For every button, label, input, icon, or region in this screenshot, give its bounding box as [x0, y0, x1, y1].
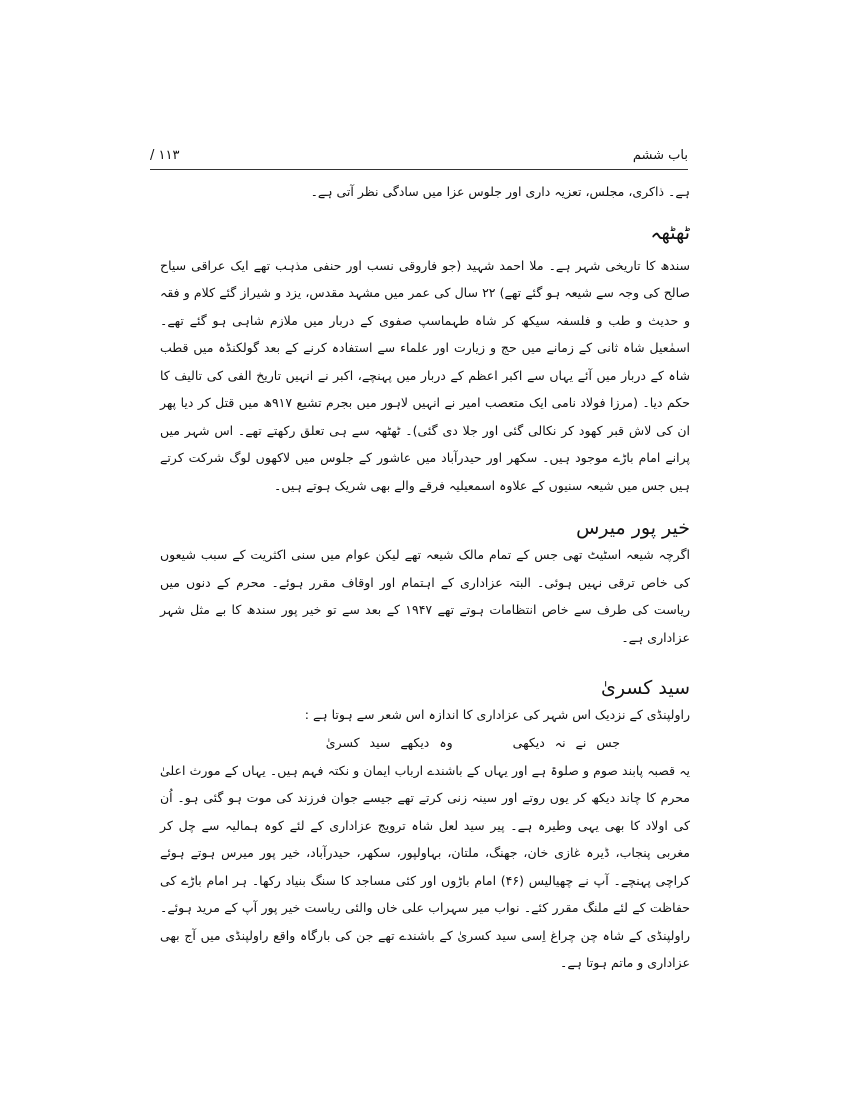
- header-rule: [150, 169, 688, 170]
- intro-paragraph: ہے۔ ذاکری، مجلس، تعزیہ داری اور جلوس عزا میں سادگی نظر آتی ہے۔: [310, 184, 690, 199]
- section-heading-khairpur: خیر پور میرس: [576, 517, 690, 539]
- page-body: [160, 178, 690, 977]
- khairpur-paragraph: اگرچہ شیعہ اسٹیٹ تھی جس کے تمام مالک شیعہ تھے لیکن عوام میں سنی اکثریت کے سبب شیعوں کی خاص ترقی نہیں ہوئی۔ البتہ عزاداری کے اہتمام اور اوقاف مقرر ہوئے۔ محرم کے دنوں میں ریاست کی طرف سے خاص انتظامات ہوتے تھے ۱۹۴۷ کے بعد سے تو خیر پور سندھ کا بے مثل شہر عزاداری ہے۔: [160, 547, 690, 645]
- running-header: [150, 146, 688, 168]
- page-number: / ۱۱۳: [150, 148, 180, 163]
- section-heading-thatta: ٹھٹھہ: [650, 221, 690, 244]
- section-heading-syed-kasri: سید کسریٰ: [600, 677, 690, 699]
- poetry-couplet: [160, 729, 690, 757]
- thatta-paragraph: سندھ کا تاریخی شہر ہے۔ ملا احمد شہید (جو فاروقی نسب اور حنفی مذہب تھے ایک عراقی سیاح صالح کی وجہ سے شیعہ ہو گئے تھے) ۲۲ سال کی عمر میں مشہد مقدس، یزد و شیراز گئے کلام و فقہ و حدیث و طب و فلسفہ سیکھ کر شاہ طہماسپ صفوی کے دربار میں ملازم شاہی ہو گئے تھے۔ اسمٰعیل شاہ ثانی کے زمانے میں حج و زیارت اور علماء سے استفادہ کرنے کے بعد گولکنڈہ میں قطب شاہ کے دربار میں آئے یہاں سے اکبر اعظم کے دربار میں پہنچے، اکبر نے انہیں تاریخ الفی کی تالیف کا حکم دیا۔ (مرزا فولاد نامی ایک متعصب امیر نے انہیں لاہور میں بجرم تشیع ۹۱۷ھ میں قتل کر دیا پھر ان کی لاش قبر کھود کر نکالی گئی اور جلا دی گئی)۔ ٹھٹھہ سے ہی تعلق رکھتے تھے۔ اس شہر میں پرانے امام باڑے موجود ہیں۔ سکھر اور حیدرآباد میں عاشور کے جلوس میں لاکھوں لوگ شرکت کرتے ہیں جس میں شیعہ سنیوں کے علاوہ اسمعیلیہ فرقے والے بھی شریک ہوتے ہیں۔: [160, 257, 690, 493]
- syed-kasri-paragraph: یہ قصبہ پابند صوم و صلوۃ ہے اور یہاں کے باشندے ارباب ایمان و نکتہ فہم ہیں۔ یہاں کے مورث اعلیٰ محرم کا چاند دیکھ کر یوں روتے اور سینہ زنی کرتے تھے جیسے جوان فرزند کی موت ہو گئی ہو۔ اُن کی اولاد کا بھی یہی وطیرہ ہے۔ پیر سید لعل شاہ ترویج عزاداری کے لئے کوہ ہمالیہ سے چل کر مغربی پنجاب، ڈیرہ غازی خان، جھنگ، ملتان، بہاولپور، سکھر، حیدرآباد، خیر پور میرس ہوتے ہوئے کراچی پہنچے۔ آپ نے چھیالیس (۴۶) امام باڑوں اور کئی مساجد کا سنگ بنیاد رکھا۔ ہر امام باڑے کی حفاظت کے لئے ملنگ مقرر کئے۔ نواب میر سہراب علی خاں والئی ریاست خیر پور آپ کے مرید ہوئے۔ راولپنڈی کے شاہ چن چراغ اِسی سید کسریٰ کے باشندے تھے جن کی بارگاہ واقع راولپنڈی میں آج بھی عزاداری و ماتم ہوتا ہے۔: [160, 762, 690, 970]
- couplet-second-hemistich: وہ دیکھے سید کسریٰ: [325, 734, 453, 750]
- couplet-first-hemistich: جس نے نہ دیکھی: [512, 734, 620, 750]
- chapter-title: باب ششم: [632, 148, 688, 163]
- syed-kasri-intro: راولپنڈی کے نزدیک اس شہر کی عزاداری کا اندازہ اس شعر سے ہوتا ہے :: [304, 707, 690, 722]
